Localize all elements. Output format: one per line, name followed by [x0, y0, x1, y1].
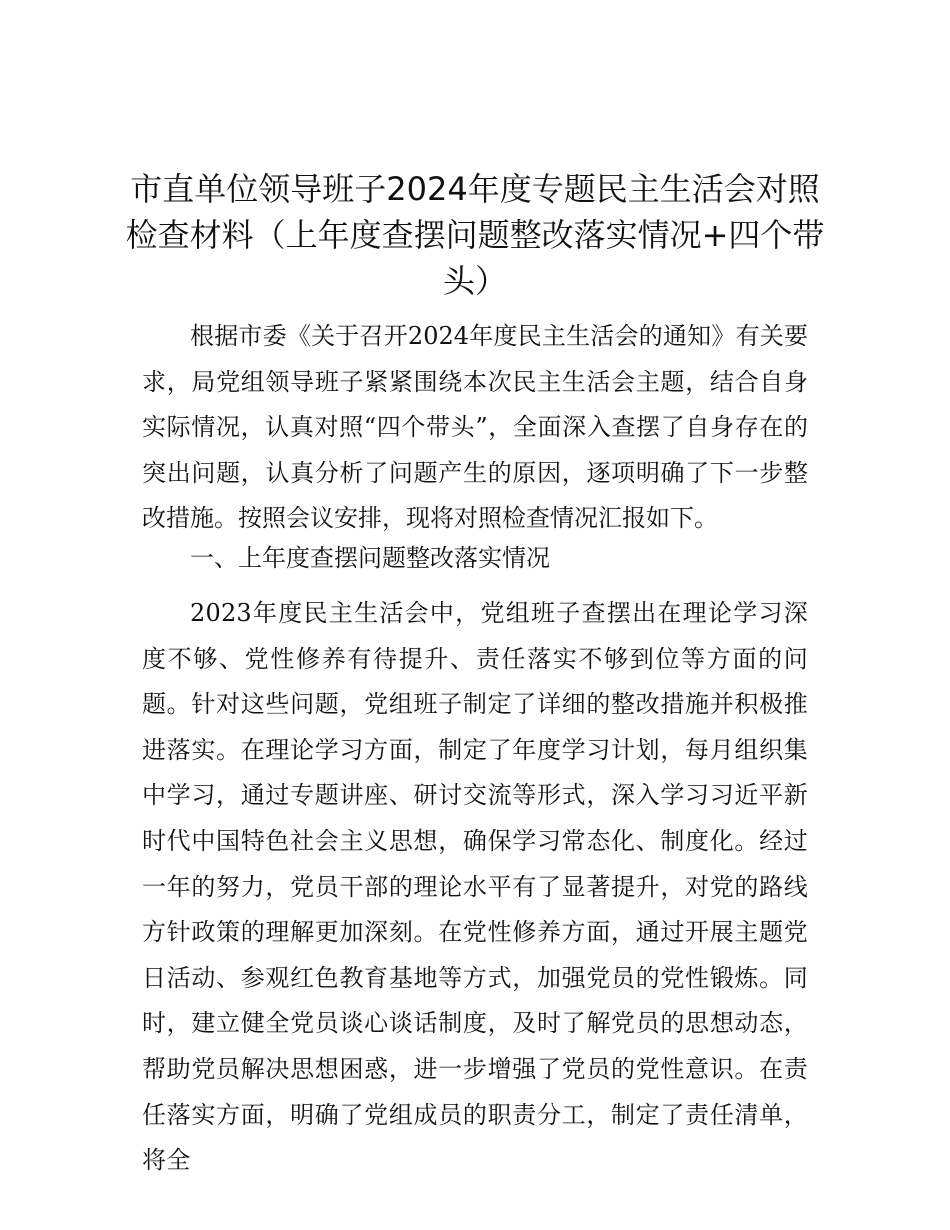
intro-paragraph: 根据市委《关于召开2024年度民主生活会的通知》有关要求，局党组领导班子紧紧围绕本次民主生活会主题，结合自身实际情况，认真对照“四个带头”，全面深入查摆了自身存在的突出问题，认真分析了问题产生的原因，逐项明确了下一步整改措施。按照会议安排，现将对照检查情况汇报如下。 [142, 322, 808, 532]
section-heading: 一、上年度查摆问题整改落实情况 [190, 544, 550, 572]
section-paragraph: 2023年度民主生活会中，党组班子查摆出在理论学习深度不够、党性修养有待提升、责任落实不够到位等方面的问题。针对这些问题，党组班子制定了详细的整改措施并积极推进落实。在理论学习方面，制定了年度学习计划，每月组织集中学习，通过专题讲座、研讨交流等形式，深入学习习近平新时代中国特色社会主义思想，确保学习常态化、制度化。经过一年的努力，党员干部的理论水平有了显著提升，对党的路线方针政策的理解更加深刻。在党性修养方面，通过开展主题党日活动、参观红色教育基地等方式，加强党员的党性锻炼。同时，建立健全党员谈心谈话制度，及时了解党员的思想动态，帮助党员解决思想困惑，进一步增强了党员的党性意识。在责任落实方面，明确了党组成员的职责分工，制定了责任清单，将全 [142, 599, 808, 1175]
document-title: 市直单位领导班子2024年度专题民主生活会对照检查材料（上年度查摆问题整改落实情况+四个带头） [125, 170, 825, 300]
